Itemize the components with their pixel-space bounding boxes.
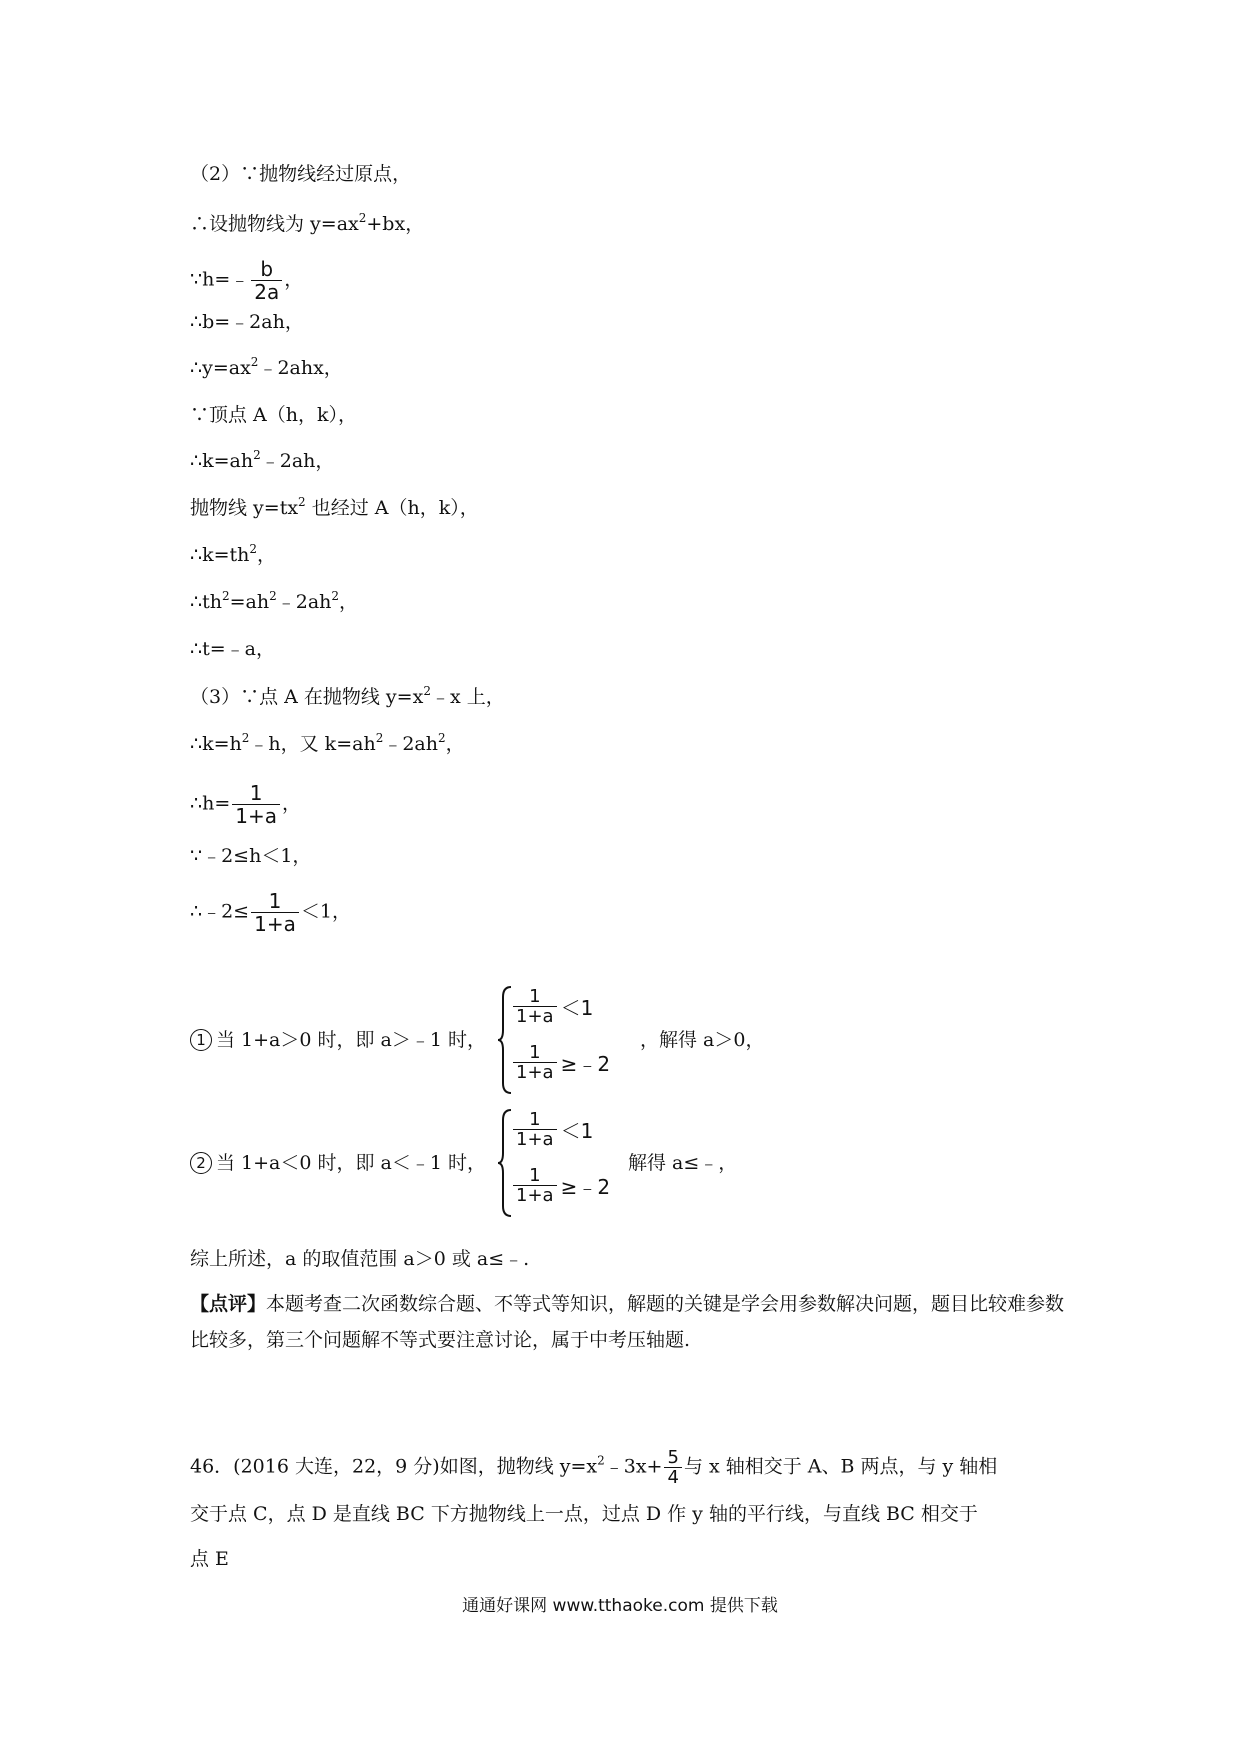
text: 解得 a≤﹣， bbox=[628, 1152, 738, 1174]
text: 抛物线 y=tx bbox=[190, 497, 299, 519]
line-th2-equation bbox=[190, 590, 358, 614]
comment-paragraph bbox=[190, 1286, 1070, 1358]
text: ∴k=ah bbox=[190, 450, 254, 472]
superscript: 2 bbox=[250, 355, 259, 369]
text: ∴k=th bbox=[190, 544, 250, 566]
text: ∴b=﹣2ah， bbox=[190, 311, 304, 333]
system-row-1 bbox=[511, 987, 593, 1026]
text: ∴h= bbox=[190, 792, 231, 815]
text: ∵﹣2≤h＜1， bbox=[190, 845, 312, 867]
text: ， bbox=[282, 792, 302, 815]
line-part3-intro bbox=[190, 685, 505, 709]
fraction bbox=[251, 890, 299, 935]
text: ∴y=ax bbox=[190, 357, 251, 379]
question-46-line2 bbox=[190, 1502, 978, 1526]
superscript: 2 bbox=[241, 731, 250, 745]
line-case2-result bbox=[628, 1151, 737, 1175]
fraction bbox=[513, 1166, 557, 1205]
fraction bbox=[232, 782, 280, 827]
numerator: 1 bbox=[529, 1109, 541, 1130]
line-parabola-form bbox=[190, 212, 424, 236]
numerator: 1 bbox=[529, 1042, 541, 1063]
text: 当 1+a＞0 时，即 a＞﹣1 时， bbox=[216, 1029, 486, 1051]
inequality-system-1 bbox=[497, 985, 637, 1095]
comment-text: 本题考查二次函数综合题、不等式等知识，解题的关键是学会用参数解决问题，题目比较难参数比较多，第三个问题解不等式要注意讨论，属于中考压轴题. bbox=[190, 1293, 1065, 1351]
superscript: 2 bbox=[375, 731, 384, 745]
numerator: 1 bbox=[529, 986, 541, 1007]
denominator: 1+a bbox=[251, 912, 299, 935]
line-t-value bbox=[190, 637, 275, 661]
inequality-system-2 bbox=[497, 1108, 637, 1218]
superscript: 2 bbox=[298, 495, 306, 509]
relation: ≥﹣2 bbox=[560, 1052, 611, 1076]
line-k-th2 bbox=[190, 543, 276, 567]
numerator: 1 bbox=[249, 781, 263, 805]
text: ∴t=﹣a， bbox=[190, 638, 275, 660]
system-row-1 bbox=[511, 1110, 593, 1149]
superscript: 2 bbox=[221, 589, 230, 603]
text: 综上所述，a 的取值范围 a＞0 或 a≤﹣. bbox=[190, 1248, 530, 1270]
line-inequality bbox=[190, 890, 351, 935]
fraction bbox=[664, 1448, 681, 1487]
fraction bbox=[513, 987, 557, 1026]
line-second-parabola bbox=[190, 496, 479, 520]
question-46-line1 bbox=[190, 1448, 997, 1487]
text: ﹣2ah bbox=[276, 591, 332, 613]
relation: ＜1 bbox=[560, 1119, 594, 1143]
denominator: 1+a bbox=[513, 1129, 557, 1149]
text: 与 x 轴相交于 A、B 两点，与 y 轴相 bbox=[683, 1455, 998, 1478]
line-vertex bbox=[190, 403, 357, 427]
line-h-fraction bbox=[190, 782, 301, 827]
text: ﹣2ah bbox=[383, 733, 438, 755]
line-k-expression bbox=[190, 449, 334, 473]
text: ﹣2ahx， bbox=[258, 357, 343, 379]
text: ∵顶点 A（h，k）， bbox=[190, 404, 358, 426]
fraction bbox=[251, 258, 282, 303]
numerator: b bbox=[260, 257, 274, 281]
text: ﹣2ah， bbox=[260, 450, 335, 472]
text: ， bbox=[339, 591, 359, 613]
denominator: 1+a bbox=[513, 1185, 557, 1205]
text: ＜1， bbox=[300, 900, 351, 923]
text: ，解得 a＞0， bbox=[640, 1029, 765, 1051]
question-46-line3 bbox=[190, 1547, 229, 1571]
text: 交于点 C，点 D 是直线 BC 下方抛物线上一点，过点 D 作 y 轴的平行线，与直线 BC 相交于 bbox=[190, 1503, 978, 1525]
text: ﹣3x+ bbox=[604, 1455, 663, 1478]
text: ﹣h，又 k=ah bbox=[249, 733, 376, 755]
comment-label: 【点评】 bbox=[190, 1293, 267, 1315]
numerator: 5 bbox=[667, 1447, 679, 1468]
superscript: 2 bbox=[331, 589, 340, 603]
line-y-expression bbox=[190, 356, 343, 380]
system-row-2 bbox=[511, 1043, 610, 1082]
denominator: 4 bbox=[664, 1467, 681, 1487]
relation: ＜1 bbox=[560, 996, 594, 1020]
text: 当 1+a＜0 时，即 a＜﹣1 时， bbox=[216, 1152, 486, 1174]
text: ∴th bbox=[190, 591, 222, 613]
text: ∴﹣2≤ bbox=[190, 900, 250, 923]
text: ， bbox=[257, 544, 277, 566]
text: +bx， bbox=[366, 213, 425, 235]
denominator: 2a bbox=[251, 280, 282, 303]
text: ∴设抛物线为 y=ax bbox=[190, 213, 359, 235]
line-k-h-equations bbox=[190, 732, 465, 756]
superscript: 2 bbox=[423, 684, 431, 698]
line-summary bbox=[190, 1247, 529, 1271]
line-case1-result bbox=[640, 1028, 764, 1052]
text: ﹣x 上， bbox=[430, 686, 505, 708]
text: =ah bbox=[229, 591, 270, 613]
numerator: 1 bbox=[529, 1165, 541, 1186]
text: 点 E bbox=[190, 1548, 229, 1570]
line-part2-intro bbox=[190, 162, 411, 186]
line-b-value bbox=[190, 310, 304, 334]
page-footer: 通通好课网 www.tthaoke.com 提供下载 bbox=[462, 1596, 778, 1616]
text: ∴k=h bbox=[190, 733, 242, 755]
fraction bbox=[513, 1043, 557, 1082]
denominator: 1+a bbox=[513, 1006, 557, 1026]
relation: ≥﹣2 bbox=[560, 1175, 611, 1199]
circled-number: 1 bbox=[190, 1029, 212, 1051]
text: ∵h=﹣ bbox=[190, 268, 250, 291]
text: ， bbox=[284, 268, 304, 291]
superscript: 2 bbox=[358, 211, 367, 225]
fraction bbox=[513, 1110, 557, 1149]
text: 也经过 A（h，k）， bbox=[305, 497, 479, 519]
text: （2）∵抛物线经过原点， bbox=[190, 163, 412, 185]
text: 46．(2016 大连，22，9 分)如图，抛物线 y=x bbox=[190, 1455, 598, 1478]
superscript: 2 bbox=[269, 589, 277, 603]
numerator: 1 bbox=[268, 889, 282, 913]
denominator: 1+a bbox=[232, 804, 280, 827]
superscript: 2 bbox=[437, 731, 446, 745]
superscript: 2 bbox=[597, 1453, 605, 1468]
line-h-range bbox=[190, 844, 311, 868]
superscript: 2 bbox=[249, 542, 258, 556]
denominator: 1+a bbox=[513, 1062, 557, 1082]
line-case2 bbox=[190, 1151, 486, 1175]
line-case1 bbox=[190, 1028, 486, 1052]
system-row-2 bbox=[511, 1166, 610, 1205]
text: ， bbox=[445, 733, 465, 755]
circled-number: 2 bbox=[190, 1152, 212, 1174]
line-h-formula bbox=[190, 258, 303, 303]
superscript: 2 bbox=[253, 448, 261, 462]
text: （3）∵点 A 在抛物线 y=x bbox=[190, 686, 424, 708]
